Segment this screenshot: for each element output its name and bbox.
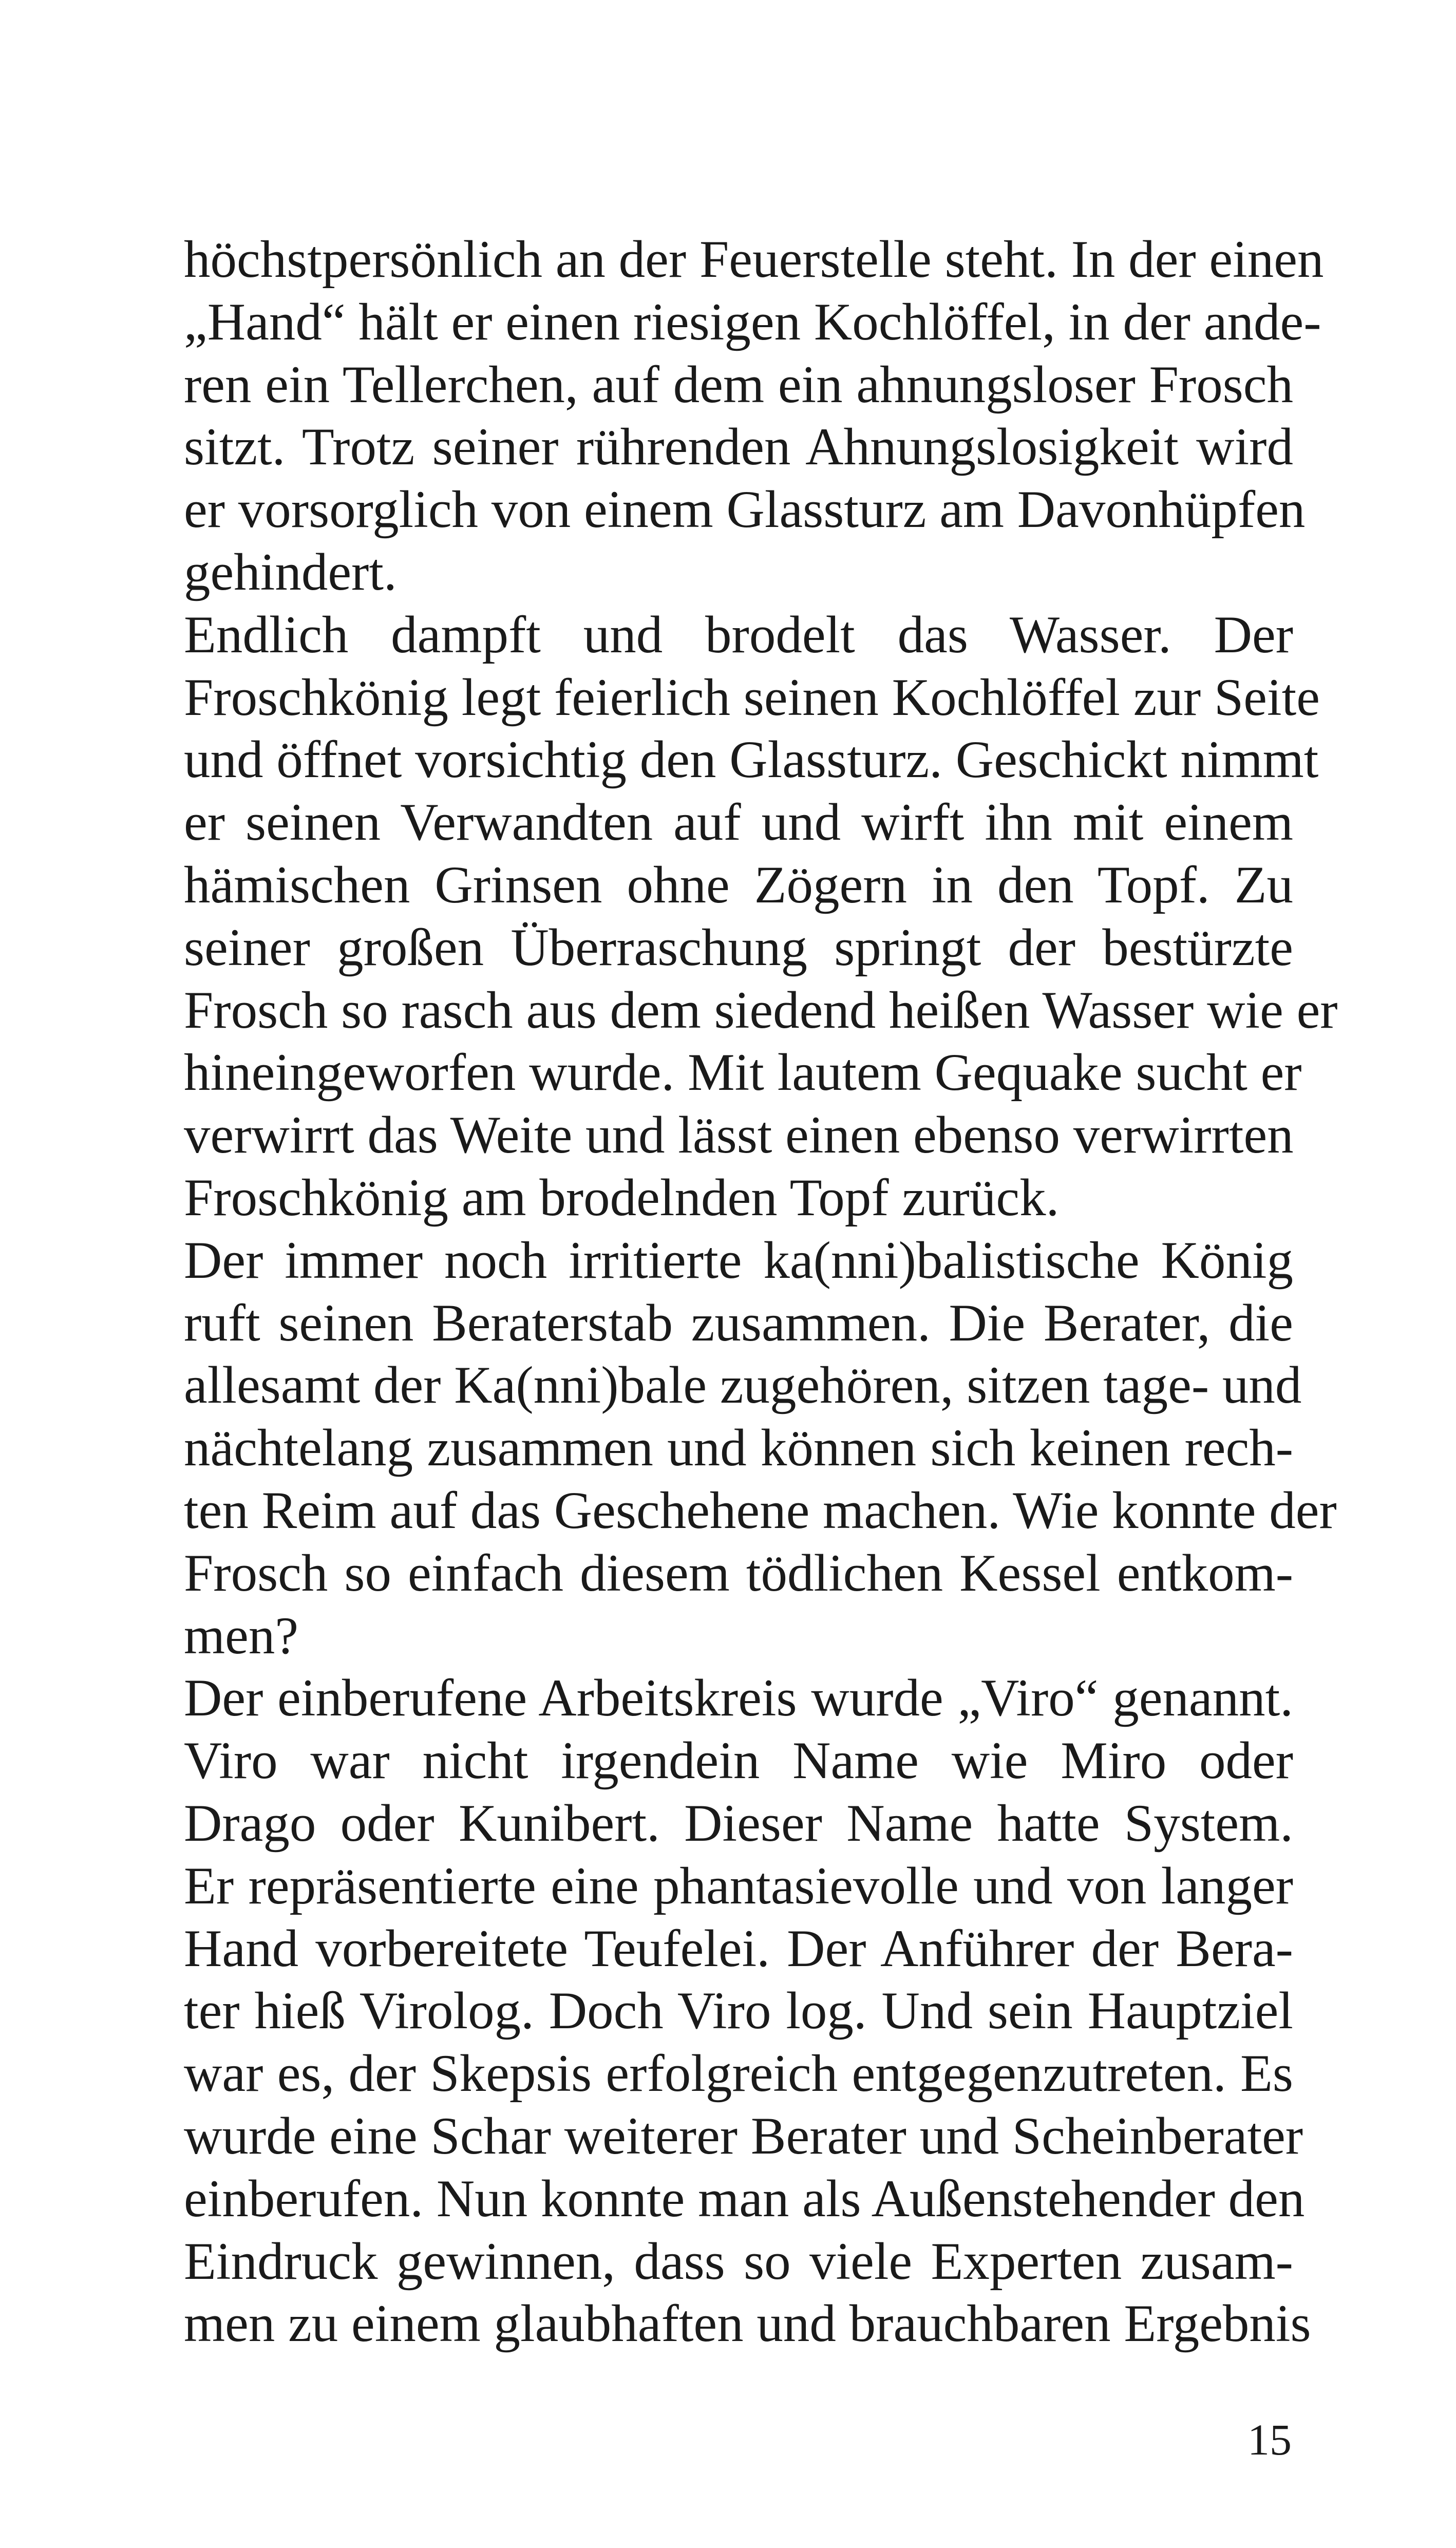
text-line: sitzt. Trotz seiner rührenden Ahnungslosigkeit wird: [184, 418, 1293, 477]
text-line: allesamt der Ka(nni)bale zugehören, sitzen tage- und: [184, 1356, 1302, 1415]
text-line: höchstpersönlich an der Feuerstelle steht. In der einen: [184, 230, 1324, 289]
text-line: Der immer noch irritierte ka(nni)balistische König: [184, 1231, 1293, 1290]
text-line: nächtelang zusammen und können sich keinen rech-: [184, 1419, 1293, 1478]
text-line: Frosch so rasch aus dem siedend heißen Wasser wie er: [184, 980, 1338, 1040]
text-line: wurde eine Schar weiterer Berater und Scheinberater: [184, 2106, 1303, 2165]
text-line: verwirrt das Weite und lässt einen ebenso verwirrten: [184, 1106, 1294, 1165]
text-line: ren ein Tellerchen, auf dem ein ahnungsloser Frosch: [184, 355, 1293, 414]
text-line: men zu einem glaubhaften und brauchbaren Ergebnis: [184, 2294, 1311, 2353]
text-line: Froschkönig legt feierlich seinen Kochlöffel zur Seite: [184, 668, 1320, 727]
body-text: [184, 229, 1338, 2355]
text-line: Eindruck gewinnen, dass so viele Experten zusam-: [184, 2232, 1293, 2291]
text-line: er seinen Verwandten auf und wirft ihn mit einem: [184, 793, 1293, 852]
text-line: hineingeworfen wurde. Mit lautem Gequake sucht er: [184, 1043, 1302, 1102]
text-line: Er repräsentierte eine phantasievolle und von langer: [184, 1856, 1293, 1915]
text-line: ten Reim auf das Geschehene machen. Wie konnte der: [184, 1481, 1337, 1540]
text-line: Drago oder Kunibert. Dieser Name hatte System.: [184, 1794, 1293, 1853]
text-line: Froschkönig am brodelnden Topf zurück.: [184, 1168, 1060, 1227]
text-line: hämischen Grinsen ohne Zögern in den Topf. Zu: [184, 855, 1293, 914]
text-line: einberufen. Nun konnte man als Außenstehender den: [184, 2169, 1305, 2228]
text-line: Der einberufene Arbeitskreis wurde „Viro“ genannt.: [184, 1669, 1293, 1728]
text-line: ter hieß Virolog. Doch Viro log. Und sein Hauptziel: [184, 1981, 1293, 2041]
text-line: war es, der Skepsis erfolgreich entgegenzutreten. Es: [184, 2044, 1293, 2103]
page-number: 15: [1247, 2415, 1292, 2464]
text-line: seiner großen Überraschung springt der bestürzte: [184, 918, 1293, 977]
text-line: Frosch so einfach diesem tödlichen Kessel entkom-: [184, 1543, 1293, 1602]
text-line: Viro war nicht irgendein Name wie Miro oder: [184, 1731, 1293, 1790]
text-line: „Hand“ hält er einen riesigen Kochlöffel, in der ande-: [184, 292, 1321, 351]
text-line: er vorsorglich von einem Glassturz am Davonhüpfen: [184, 480, 1306, 539]
text-line: ruft seinen Beraterstab zusammen. Die Berater, die: [184, 1293, 1293, 1352]
text-line: men?: [184, 1606, 299, 1665]
text-line: Hand vorbereitete Teufelei. Der Anführer der Bera-: [184, 1919, 1293, 1978]
text-line: gehindert.: [184, 542, 397, 601]
text-line: Endlich dampft und brodelt das Wasser. Der: [184, 605, 1293, 664]
text-line: und öffnet vorsichtig den Glassturz. Geschickt nimmt: [184, 730, 1319, 789]
